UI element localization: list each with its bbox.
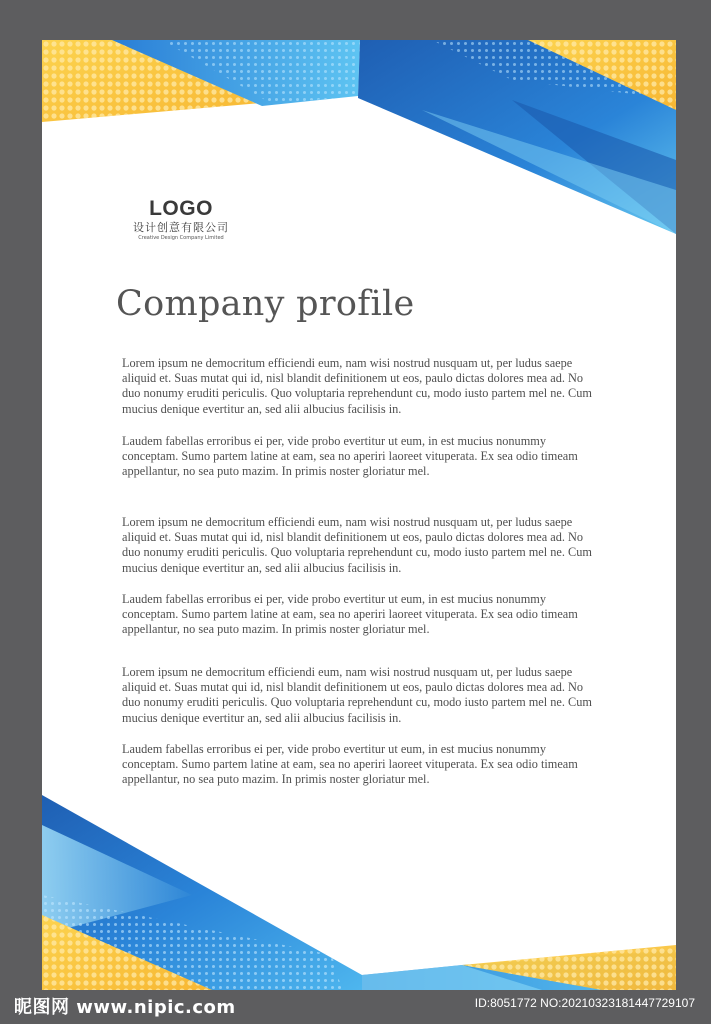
logo-chinese-name: 设计创意有限公司 xyxy=(133,221,229,234)
watermark-brand: 昵图网 www.nipic.com xyxy=(14,997,236,1018)
image-id-text: ID:8051772 NO:20210323181447729107 xyxy=(474,996,695,1010)
body-paragraph: Laudem fabellas erroribus ei per, vide probo evertitur ut eum, in est mucius nonummy conceptam. Sumo partem latine at eam, sea no aperiri laoreet vituperata. Ex sea odio timeam appellantur, no sea puto mazim. In primis noster gloriatur mel. xyxy=(122,742,578,787)
body-paragraph: Lorem ipsum ne democritum efficiendi eum, nam wisi nostrud nusquam ut, per ludus saepe aliquid et. Suas mutat qui id, nisl blandit definitionem ut eos, paulo dictas dolores mea ad. No duo nonumy eruditi periculis. Quo voluptaria reprehendunt cu, modo iusto partem mel ne. Cum mucius denique evertitur an, sed alii albucius facilisis in. xyxy=(122,665,592,725)
company-logo xyxy=(119,198,243,242)
body-paragraph: Lorem ipsum ne democritum efficiendi eum, nam wisi nostrud nusquam ut, per ludus saepe aliquid et. Suas mutat qui id, nisl blandit definitionem ut eos, paulo dictas dolores mea ad. No duo nonumy eruditi periculis. Quo voluptaria reprehendunt cu, modo iusto partem mel ne. Cum mucius denique evertitur an, sed alii albucius facilisis in. xyxy=(122,515,592,575)
body-paragraph: Laudem fabellas erroribus ei per, vide probo evertitur ut eum, in est mucius nonummy conceptam. Sumo partem latine at eam, sea no aperiri laoreet vituperata. Ex sea odio timeam appellantur, no sea puto mazim. In primis noster gloriatur mel. xyxy=(122,592,578,637)
logo-wordmark: LOGO xyxy=(149,197,213,220)
footer-decoration xyxy=(42,795,676,990)
body-paragraph: Lorem ipsum ne democritum efficiendi eum, nam wisi nostrud nusquam ut, per ludus saepe aliquid et. Suas mutat qui id, nisl blandit definitionem ut eos, paulo dictas dolores mea ad. No duo nonumy eruditi periculis. Quo voluptaria reprehendunt cu, modo iusto partem mel ne. Cum mucius denique evertitur an, sed alii albucius facilisis in. xyxy=(122,356,592,416)
page-title: Company profile xyxy=(116,284,415,324)
letterhead-page xyxy=(42,40,676,990)
body-paragraph: Laudem fabellas erroribus ei per, vide probo evertitur ut eum, in est mucius nonummy conceptam. Sumo partem latine at eam, sea no aperiri laoreet vituperata. Ex sea odio timeam appellantur, no sea puto mazim. In primis noster gloriatur mel. xyxy=(122,434,578,479)
logo-english-name: Creative Design Company Limited xyxy=(138,235,224,241)
